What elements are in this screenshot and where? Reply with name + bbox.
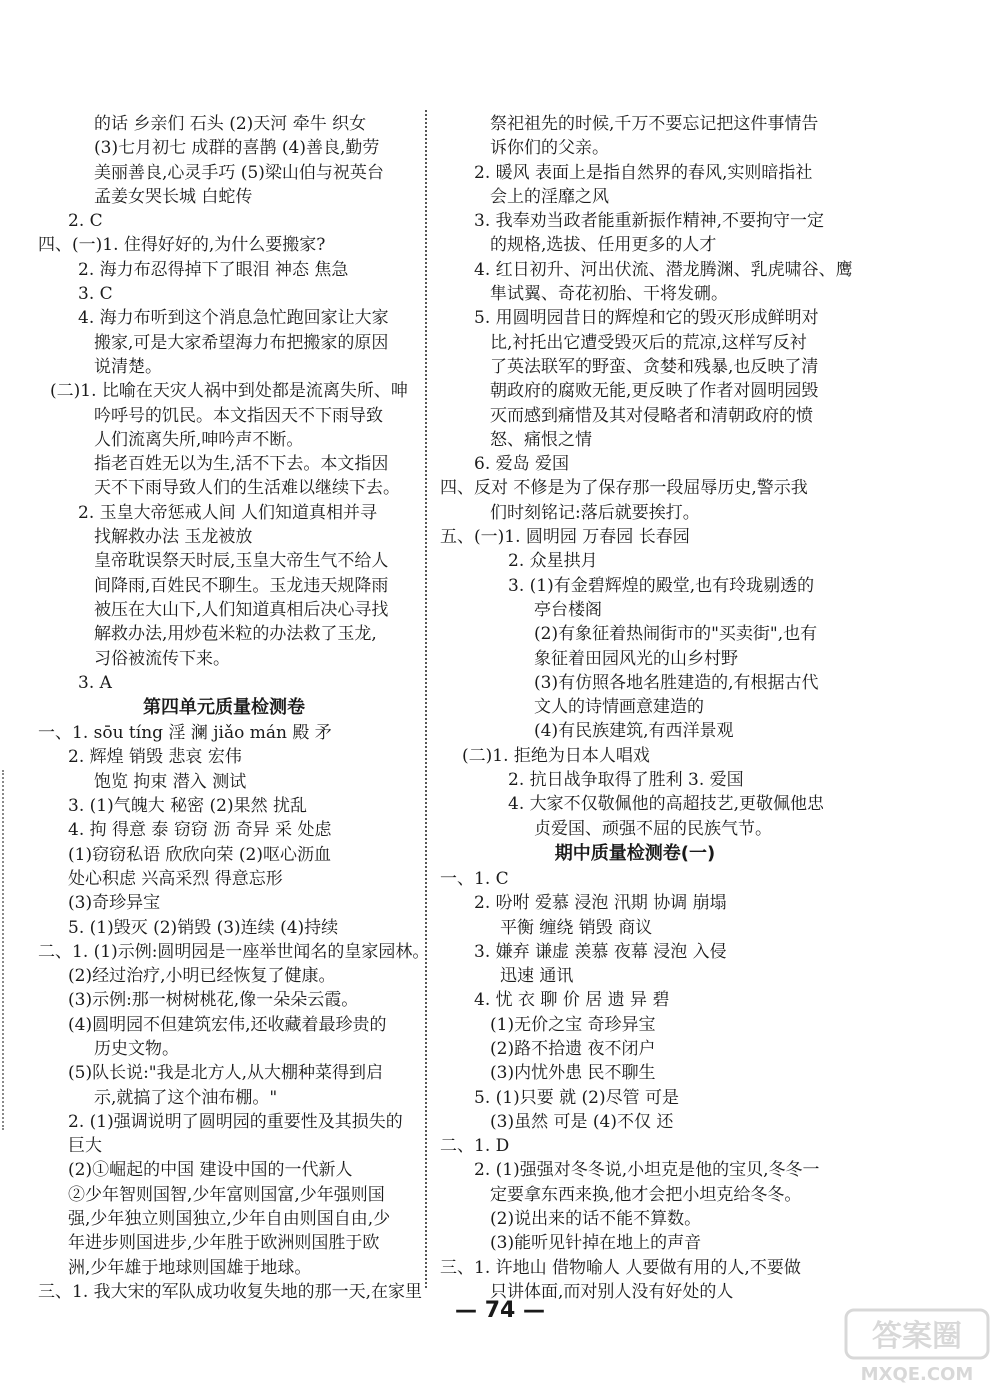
answer-line: 象征着田园风光的山乡村野: [534, 648, 738, 669]
watermark-logo-text: 答案圈: [872, 1319, 962, 1354]
answer-line: 吟呼号的饥民。本文指因天不下雨导致: [94, 405, 383, 426]
answer-line: 指老百姓无以为生,活不下去。本文指因: [94, 454, 389, 475]
watermark-logo: [842, 1306, 992, 1386]
answer-line: 饱览 拘束 潜入 测试: [94, 771, 247, 792]
answer-line: 说清楚。: [94, 356, 162, 377]
left-answer-column: [34, 112, 430, 1304]
answer-line: (5)队长说:"我是北方人,从大棚种菜得到启: [68, 1063, 384, 1084]
answer-line: (2)说出来的话不能不算数。: [490, 1209, 702, 1230]
answer-line: 历史文物。: [94, 1038, 179, 1059]
answer-line: 2. 海力布忍得掉下了眼泪 神态 焦急: [78, 259, 349, 280]
answer-line: 3. (1)有金碧辉煌的殿堂,也有玲珑剔透的: [508, 575, 815, 596]
answer-line: (2)①崛起的中国 建设中国的一代新人: [68, 1160, 353, 1181]
answer-line: 贞爱国、顽强不屈的民族气节。: [534, 818, 772, 839]
answer-line: 洲,少年雄于地球则国雄于地球。: [68, 1257, 312, 1278]
answer-line: 朝政府的腐败无能,更反映了作者对圆明园毁: [490, 381, 819, 402]
answer-line: 只讲体面,而对别人没有好处的人: [490, 1281, 734, 1302]
answer-line: 3. 我奉劝当政者能重新振作精神,不要拘守一定: [474, 211, 825, 232]
answer-line: 习俗被流传下来。: [94, 648, 230, 669]
answer-line: 解救办法,用炒苞米粒的办法救了玉龙,: [94, 624, 377, 645]
answer-line: 年进步则国进步,少年胜于欧洲则国胜于欧: [68, 1233, 380, 1254]
answer-line: 天不下雨导致人们的生活难以继续下去。: [94, 478, 400, 499]
answer-line: 孟姜女哭长城 白蛇传: [94, 186, 253, 207]
answer-line: 的话 乡亲们 石头 (2)天河 牵牛 织女: [94, 114, 367, 134]
answer-line: 2. 玉皇大帝惩戒人间 人们知道真相并寻: [78, 502, 378, 523]
answer-line: 祭祀祖先的时候,千万不要忘记把这件事情告: [490, 114, 819, 134]
answer-line: (3)内忧外患 民不聊生: [490, 1063, 656, 1084]
answer-line: 4. 拘 得意 泰 窃窃 沥 奇异 采 处虑: [68, 820, 332, 841]
answer-line: 5. 用圆明园昔日的辉煌和它的毁灭形成鲜明对: [474, 308, 819, 329]
answer-line: 2. 辉煌 销毁 悲哀 宏伟: [68, 747, 242, 768]
answer-line: 4. 海力布听到这个消息急忙跑回家让大家: [78, 308, 389, 329]
answer-line: 灭而感到痛惜及其对侵略者和清朝政府的愤: [490, 405, 813, 426]
right-answer-column: [440, 112, 853, 1304]
answer-line: (3)能听见针掉在地上的声音: [490, 1233, 702, 1254]
answer-line: (3)奇珍异宝: [68, 893, 161, 914]
answer-line: 被压在大山下,人们知道真相后决心寻找: [94, 599, 389, 620]
answer-line: (3)示例:那一树树桃花,像一朵朵云霞。: [68, 990, 359, 1011]
watermark-url: MXQE.COM: [860, 1364, 974, 1385]
answer-line: (4)圆明园不但建筑宏伟,还收藏着最珍贵的: [68, 1014, 387, 1035]
answer-line: 5. (1)毁灭 (2)销毁 (3)连续 (4)持续: [68, 917, 339, 938]
answer-line: 会上的淫靡之风: [490, 186, 609, 207]
answer-line: 3. A: [78, 672, 112, 693]
answer-line: (二)1. 比喻在天灾人祸中到处都是流离失所、呻: [50, 381, 408, 402]
answer-line: 四、(一)1. 住得好好的,为什么要搬家?: [38, 235, 326, 256]
answer-line: (3)虽然 可是 (4)不仅 还: [490, 1111, 674, 1132]
binding-edge: [2, 770, 8, 1130]
answer-line: 2. 众星拱月: [508, 551, 598, 572]
answer-line: 三、1. 许地山 借物喻人 人要做有用的人,不要做: [440, 1257, 801, 1278]
answer-line: 巨大: [68, 1136, 102, 1157]
section-title: 第四单元质量检测卷: [143, 697, 305, 719]
answer-line: 一、1. C: [440, 868, 509, 889]
answer-line: (3)有仿照各地名胜建造的,有根据古代: [534, 672, 819, 693]
answer-line: 4. 忧 衣 聊 价 居 遗 异 碧: [474, 990, 670, 1011]
answer-line: 3. (1)气魄大 秘密 (2)果然 扰乱: [68, 796, 307, 817]
answer-line: 2. 吩咐 爱慕 浸泡 汛期 协调 崩塌: [474, 893, 727, 914]
answer-line: (2)有象征着热闹街市的"买卖街",也有: [534, 624, 818, 645]
answer-line: 皇帝耽误祭天时辰,玉皇大帝生气不给人: [94, 551, 389, 572]
answer-line: 三、1. 我大宋的军队成功收复失地的那一天,在家里: [38, 1281, 423, 1302]
page-number: — 74 —: [455, 1298, 545, 1323]
answer-line: 文人的诗情画意建造的: [534, 697, 704, 718]
answer-line: (3)七月初七 成群的喜鹊 (4)善良,勤劳: [94, 138, 380, 159]
answer-line: 6. 爱岛 爱国: [474, 454, 570, 475]
answer-line: 了英法联军的野蛮、贪婪和残暴,也反映了清: [490, 356, 819, 377]
answer-line: 强,少年独立则国独立,少年自由则国自由,少: [68, 1209, 391, 1230]
answer-line: 的规格,选拔、任用更多的人才: [490, 235, 717, 256]
answer-line: 3. 嫌弃 谦虚 羡慕 夜幕 浸泡 入侵: [474, 941, 727, 962]
answer-line: (1)无价之宝 奇珍异宝: [490, 1014, 656, 1035]
answer-line: 平衡 缠绕 销毁 商议: [500, 917, 653, 938]
answer-line: 二、1. (1)示例:圆明园是一座举世闻名的皇家园林。: [38, 941, 430, 962]
answer-line: (2)路不拾遗 夜不闭户: [490, 1038, 656, 1059]
answer-line: 怒、痛恨之情: [490, 429, 592, 450]
answer-line: 一、1. sōu tíng 淫 澜 jiǎo mán 殿 矛: [38, 723, 332, 744]
answer-line: 们时刻铭记:落后就要挨打。: [490, 502, 700, 523]
answer-line: 隼试翼、奇花初胎、干将发硎。: [490, 284, 728, 305]
answer-line: 搬家,可是大家希望海力布把搬家的原因: [94, 332, 389, 353]
answer-line: 人们流离失所,呻吟声不断。: [94, 429, 304, 450]
answer-line: 2. C: [68, 211, 103, 232]
answer-line: 诉你们的父亲。: [490, 138, 609, 159]
answer-line: (4)有民族建筑,有西洋景观: [534, 721, 734, 742]
answer-line: 2. (1)强调说明了圆明园的重要性及其损失的: [68, 1111, 403, 1132]
answer-line: 3. C: [78, 284, 113, 305]
section-title: 期中质量检测卷(一): [554, 842, 716, 864]
answer-line: 迅速 通讯: [500, 966, 574, 987]
answer-line: 2. (1)强强对冬冬说,小坦克是他的宝贝,冬冬一: [474, 1160, 820, 1181]
answer-line: (二)1. 拒绝为日本人唱戏: [462, 745, 650, 766]
answer-line: ②少年智则国智,少年富则国富,少年强则国: [68, 1184, 385, 1205]
answer-line: 四、反对 不修是为了保存那一段屈辱历史,警示我: [440, 478, 808, 499]
answer-line: (1)窃窃私语 欣欣向荣 (2)呕心沥血: [68, 844, 331, 865]
column-divider: [425, 110, 427, 1288]
answer-line: 4. 红日初升、河出伏流、潜龙腾渊、乳虎啸谷、鹰: [474, 259, 853, 280]
answer-line: 亭台楼阁: [534, 599, 602, 620]
answer-line: 找解救办法 玉龙被放: [94, 527, 253, 548]
answer-line: 定要拿东西来换,他才会把小坦克给冬冬。: [490, 1184, 802, 1205]
answer-line: 二、1. D: [440, 1136, 510, 1157]
answer-line: 美丽善良,心灵手巧 (5)梁山伯与祝英台: [94, 162, 384, 183]
answer-line: 2. 暖风 表面上是指自然界的春风,实则暗指社: [474, 162, 813, 183]
answer-line: 示,就搞了这个油布棚。": [94, 1087, 278, 1108]
answer-line: (2)经过治疗,小明已经恢复了健康。: [68, 966, 336, 987]
answer-line: 4. 大家不仅敬佩他的高超技艺,更敬佩他忠: [508, 794, 825, 815]
answer-line: 5. (1)只要 就 (2)尽管 可是: [474, 1087, 679, 1108]
answer-line: 处心积虑 兴高采烈 得意忘形: [68, 868, 283, 889]
answer-line: 2. 抗日战争取得了胜利 3. 爱国: [508, 770, 744, 791]
answer-line: 五、(一)1. 圆明园 万春园 长春园: [440, 527, 690, 548]
answer-line: 间降雨,百姓民不聊生。玉龙违天规降雨: [94, 575, 389, 596]
answer-line: 比,衬托出它遭受毁灭后的荒凉,这样写反衬: [490, 332, 807, 353]
